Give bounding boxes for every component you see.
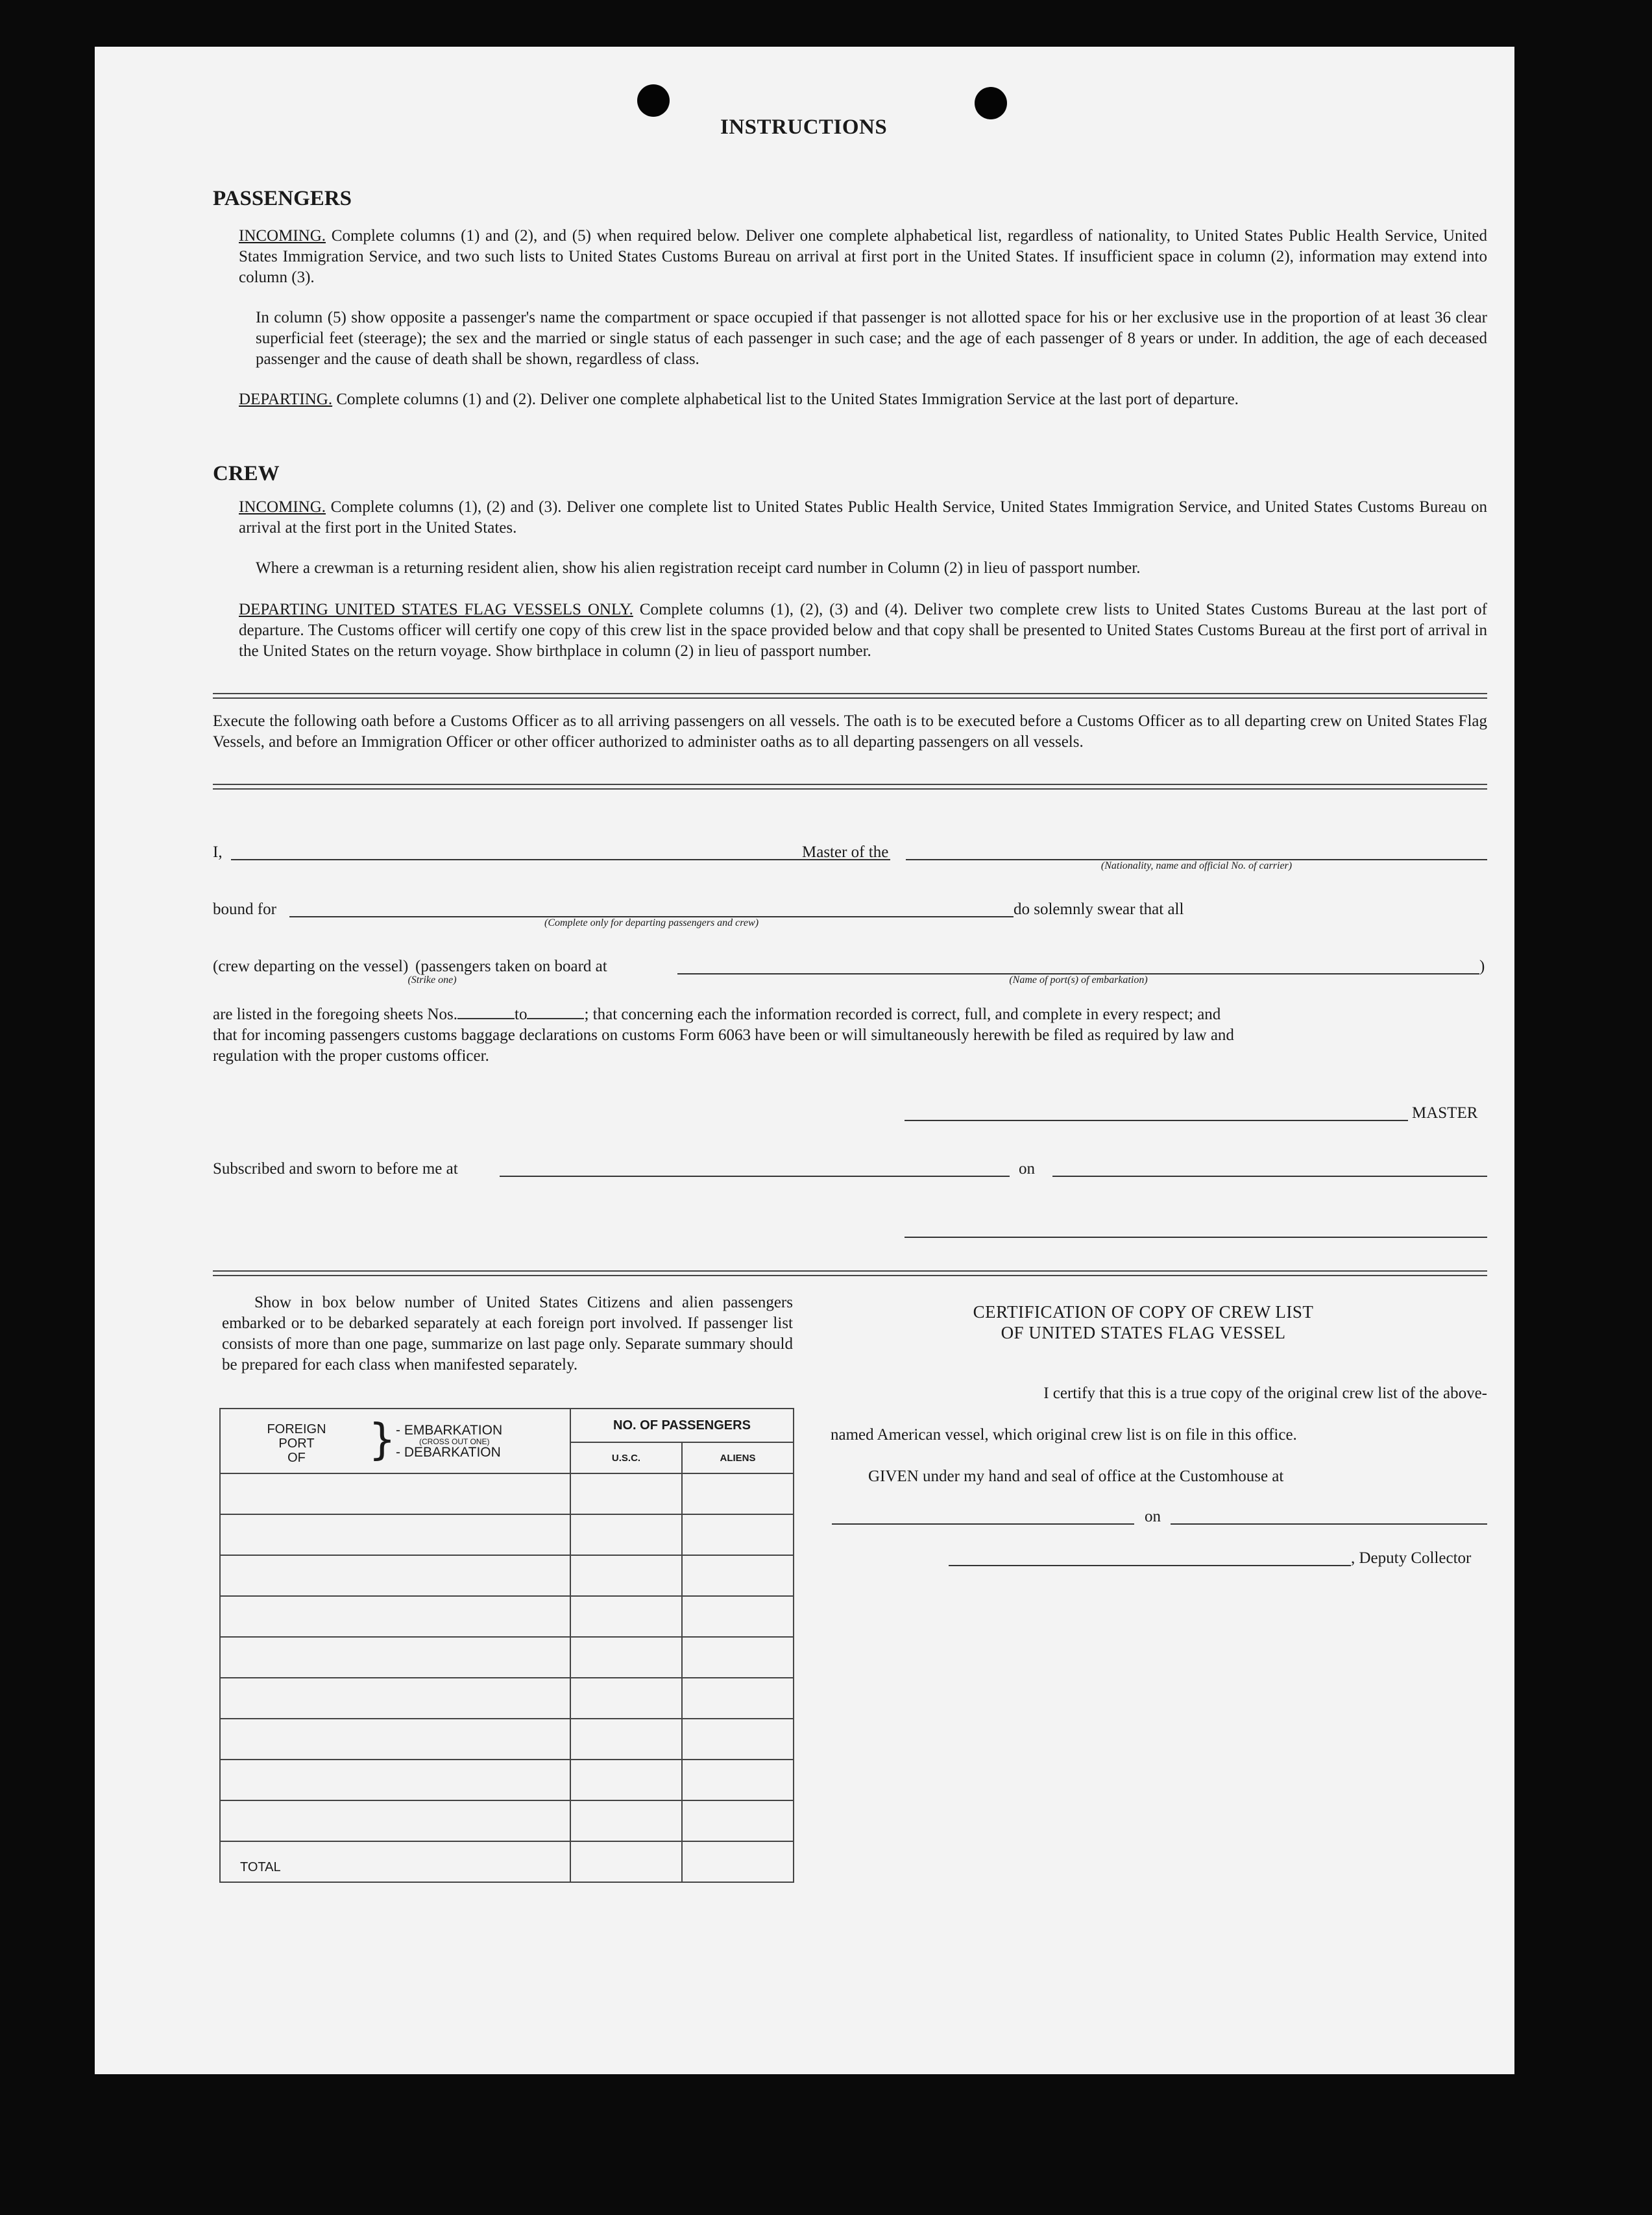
oath-listed-rest-3: regulation with the proper customs officer. (213, 1047, 489, 1065)
port-header-cell (220, 1409, 570, 1473)
passengers-departing-paragraph (239, 389, 1487, 410)
aliens-cell[interactable] (682, 1596, 794, 1637)
usc-cell[interactable] (570, 1514, 682, 1555)
usc-total-cell[interactable] (570, 1841, 682, 1882)
passengers-column5-paragraph: In column (5) show opposite a passenger's name the compartment or space occupied if that passenger is not allotted space for his or her exclusive use in the proportion of at least 36 clear superficial feet (steerage); the sex and the married or single status of each passenger in such case; and the age of each passenger of 8 years or under. In addition, the age of each deceased passenger and the cause of death shall be shown, regardless of class. (256, 309, 1487, 368)
aliens-cell[interactable] (682, 1678, 794, 1719)
table-row (220, 1760, 794, 1800)
table-row (220, 1555, 794, 1596)
usc-cell[interactable] (570, 1760, 682, 1800)
subscribed-label: Subscribed and sworn to before me at (213, 1160, 458, 1178)
master-signature-field[interactable] (905, 1120, 1408, 1121)
total-label: TOTAL (220, 1841, 570, 1882)
bound-for-caption: (Complete only for departing passengers and crew) (544, 917, 759, 928)
usc-cell[interactable] (570, 1596, 682, 1637)
table-row (220, 1637, 794, 1678)
port-cell[interactable] (220, 1596, 570, 1637)
aliens-header: ALIENS (682, 1442, 794, 1473)
customhouse-field[interactable] (832, 1523, 1134, 1525)
subscribed-place-field[interactable] (500, 1176, 1010, 1177)
oath-instructions: Execute the following oath before a Customs Officer as to all arriving passengers on all vessels. The oath is to be executed before a Customs Officer as to all departing crew on United States Flag Vessels, and before an Immigration Officer or other officer authorized to administer oaths as to all departing passengers on all vessels. (213, 712, 1487, 751)
passengers-departing-text: Complete columns (1) and (2). Deliver one complete alphabetical list to the United States Immigration Service at the last port of departure. (336, 391, 1239, 408)
usc-cell[interactable] (570, 1473, 682, 1514)
certification-heading (871, 1301, 1416, 1343)
port-label: PORT (278, 1436, 315, 1451)
of-label: OF (287, 1451, 306, 1465)
certification-date-field[interactable] (1171, 1523, 1487, 1525)
aliens-cell[interactable] (682, 1760, 794, 1800)
crew-heading: CREW (213, 462, 280, 485)
no-passengers-header: NO. OF PASSENGERS (570, 1409, 794, 1442)
usc-cell[interactable] (570, 1719, 682, 1760)
certification-heading-line-1: CERTIFICATION OF COPY OF CREW LIST (973, 1302, 1314, 1322)
usc-header: U.S.C. (570, 1442, 682, 1473)
passengers-heading: PASSENGERS (213, 187, 352, 210)
oath-master-of-label: Master of the (802, 843, 889, 861)
usc-cell[interactable] (570, 1678, 682, 1719)
embarkation-option[interactable]: - EMBARKATION (396, 1423, 503, 1438)
port-cell[interactable] (220, 1637, 570, 1678)
crew-departing-text: Complete columns (1), (2), (3) and (4). Deliver two complete crew lists to United States Customs Bureau at the last port of departure. The Customs officer will certify one copy of this crew list in the space provided below and that copy shall be presented to United States Customs Bureau at the first port of arrival in the United States on the return voyage. Show birthplace in column (2) in lieu of passport number. (239, 601, 1487, 660)
oath-crew-departing: (crew departing on the vessel) (213, 958, 409, 975)
usc-cell[interactable] (570, 1555, 682, 1596)
section-divider (213, 1270, 1487, 1276)
port-cell[interactable] (220, 1719, 570, 1760)
crew-incoming-paragraph (239, 497, 1487, 539)
table-row (220, 1596, 794, 1637)
oath-listed-rest-2: that for incoming passengers customs baggage declarations on customs Form 6063 have been or will simultaneously herewith be filed as required by law and (213, 1026, 1234, 1044)
usc-cell[interactable] (570, 1800, 682, 1841)
aliens-cell[interactable] (682, 1514, 794, 1555)
table-row (220, 1473, 794, 1514)
aliens-total-cell[interactable] (682, 1841, 794, 1882)
cross-out-note: (CROSS OUT ONE) (419, 1437, 490, 1446)
section-divider (213, 784, 1487, 790)
sheet-number-from-field[interactable] (457, 1018, 515, 1019)
port-cell[interactable] (220, 1760, 570, 1800)
certification-heading-line-2: OF UNITED STATES FLAG VESSEL (1001, 1323, 1286, 1342)
sheet-number-to-field[interactable] (527, 1018, 584, 1019)
passengers-incoming-text: Complete columns (1) and (2), and (5) when required below. Deliver one complete alphabetical list, regardless of nationality, to United States Public Health Service, United States Immigration Service, and two such lists to United States Customs Bureau on arrival at first port in the United States. If insufficient space in column (2), information may extend into column (3). (239, 227, 1488, 286)
subscribed-on-label: on (1019, 1160, 1035, 1178)
subscribed-date-field[interactable] (1052, 1176, 1487, 1177)
oath-listed-to: to (515, 1006, 528, 1023)
passenger-summary-table (219, 1408, 794, 1883)
master-name-field[interactable] (231, 859, 890, 860)
oath-listed-text (213, 1006, 1221, 1024)
usc-cell[interactable] (570, 1637, 682, 1678)
deputy-collector-label: , Deputy Collector (1351, 1549, 1472, 1567)
crew-departing-paragraph (239, 599, 1487, 662)
punch-hole-right (975, 87, 1007, 119)
certification-line-2: named American vessel, which original crew list is on file in this office. (831, 1426, 1297, 1444)
table-row (220, 1514, 794, 1555)
port-cell[interactable] (220, 1473, 570, 1514)
table-row (220, 1800, 794, 1841)
summary-instructions: Show in box below number of United States Citizens and alien passengers embarked or to be debarked separately at each foreign port involved. If passenger list consists of more than one page, summarize on last page only. Separate summary should be prepared for each class when manifested separately. (222, 1294, 793, 1374)
strike-one-caption: (Strike one) (407, 974, 457, 986)
port-cell[interactable] (220, 1514, 570, 1555)
brace-glyph: } (369, 1414, 396, 1464)
certification-line-3: GIVEN under my hand and seal of office at the Customhouse at (868, 1468, 1284, 1485)
passengers-incoming-paragraph (239, 226, 1487, 288)
oath-listed-rest-1: ; that concerning each the information recorded is correct, full, and complete in every respect; and (584, 1006, 1221, 1023)
port-cell[interactable] (220, 1555, 570, 1596)
oath-passengers-taken: (passengers taken on board at (415, 958, 607, 975)
master-label: MASTER (1412, 1104, 1478, 1122)
crew-resident-paragraph: Where a crewman is a returning resident alien, show his alien registration receipt card number in Column (2) in lieu of passport number. (256, 559, 1141, 577)
deputy-signature-field[interactable] (949, 1565, 1351, 1566)
aliens-cell[interactable] (682, 1555, 794, 1596)
officer-signature-field[interactable] (905, 1237, 1487, 1238)
oath-swear-label: do solemnly swear that all (1014, 901, 1184, 918)
oath-listed-start: are listed in the foregoing sheets Nos. (213, 1006, 457, 1023)
aliens-cell[interactable] (682, 1473, 794, 1514)
passengers-departing-label: DEPARTING. (239, 391, 333, 408)
aliens-cell[interactable] (682, 1637, 794, 1678)
aliens-cell[interactable] (682, 1800, 794, 1841)
port-caption: (Name of port(s) of embarkation) (1009, 974, 1148, 986)
foreign-label: FOREIGN (267, 1422, 326, 1436)
table-row (220, 1678, 794, 1719)
certification-on-label: on (1145, 1508, 1161, 1525)
passengers-incoming-label: INCOMING. (239, 227, 326, 245)
oath-close-paren: ) (1479, 958, 1485, 975)
crew-incoming-label: INCOMING. (239, 498, 326, 516)
section-divider (213, 693, 1487, 699)
nationality-caption: (Nationality, name and official No. of carrier) (1100, 860, 1293, 871)
oath-bound-for-label: bound for (213, 901, 276, 918)
table-row (220, 1719, 794, 1760)
port-cell[interactable] (220, 1800, 570, 1841)
debarkation-option[interactable]: - DEBARKATION (396, 1445, 501, 1460)
port-cell[interactable] (220, 1678, 570, 1719)
document-page (95, 47, 1514, 2074)
punch-hole-left (637, 84, 670, 117)
page-title: INSTRUCTIONS (720, 115, 888, 139)
total-row (220, 1841, 794, 1882)
oath-i-label: I, (213, 843, 223, 861)
certification-line-1: I certify that this is a true copy of the original crew list of the above- (1043, 1385, 1487, 1402)
aliens-cell[interactable] (682, 1719, 794, 1760)
crew-incoming-text: Complete columns (1), (2) and (3). Deliver one complete list to United States Public Health Service, United States Immigration Service, and United States Customs Bureau on arrival at the first port in the United States. (239, 498, 1487, 537)
crew-departing-label: DEPARTING UNITED STATES FLAG VESSELS ONLY. (239, 601, 633, 618)
